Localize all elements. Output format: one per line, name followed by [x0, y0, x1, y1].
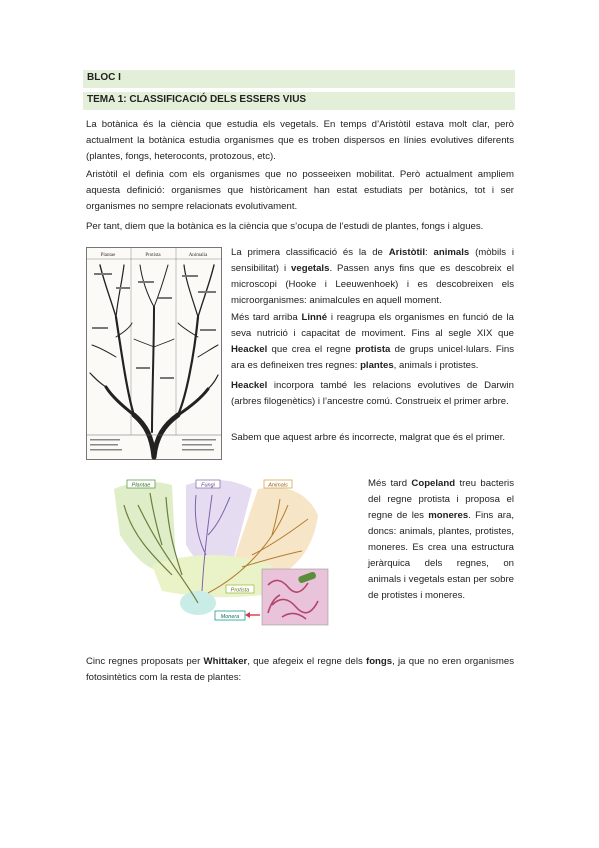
paragraph-linne: Més tard arriba Linné i reagrupa els organismes en funció de la seva nutrició i capacitat de moviment. Fins al segle XIX que Heackel que crea el regne protista de grups unicel·lulars. Fins ara es defineixen tres regnes: plantes, animals i protistes.: [231, 312, 514, 371]
topic-heading: [83, 92, 515, 110]
tree-column-plantae: Plantae: [100, 253, 116, 258]
monera-label: Monera: [220, 614, 240, 620]
kingdoms-figure: [112, 475, 330, 627]
paragraph-heackel: Heackel incorpora també les relacions evolutives de Darwin (arbres filogenètics) i l’ancestre comú. Construeix el primer arbre.: [231, 380, 514, 407]
paragraph-whittaker: Cinc regnes proposats per Whittaker, que afegeix el regne dels fongs, ja que no eren organismes fotosintètics com la resta de plantes:: [86, 656, 514, 683]
protista-label: Protista: [230, 587, 250, 594]
block-heading: [83, 70, 515, 88]
tree-column-protista: Protista: [145, 253, 161, 258]
paragraph-intro: La botànica és la ciència que estudia els vegetals. En temps d’Aristòtil estava molt clar, però actualment la botànica estudia organismes que es troben dispersos en línies evolutives diferents (plantes, fongs, heteroconts, protozous, etc).: [86, 119, 514, 162]
paragraph-copeland: Més tard Copeland treu bacteris del regne protista i proposa el regne de les moneres. Fins ara, doncs: animals, plantes, protistes, moneres. Es crea una estructura jeràrquica dels regnes, on animals i vegetals estan per sobre de protistes i moneres.: [368, 478, 515, 601]
bacteria-photo: [262, 569, 328, 625]
paragraph-tree-incorrect: Sabem que aquest arbre és incorrecte, malgrat que és el primer.: [231, 432, 506, 443]
topic-title: TEMA 1: CLASSIFICACIÓ DELS ESSERS VIUS: [87, 94, 307, 105]
tree-column-animalia: Animalia: [188, 253, 208, 258]
paragraph-botany-scope: Per tant, diem que la botànica es la ciència que s’ocupa de l’estudi de plantes, fongs i algues.: [86, 221, 484, 232]
haeckel-tree-figure: [86, 247, 222, 460]
plantae-label: Plantae: [131, 482, 151, 489]
animals-label: Animals: [268, 482, 288, 489]
paragraph-aristotle-definition: Aristòtil el definia com els organismes que no posseeixen mobilitat. Però actualment ampliem aquesta definició: organismes que històricament han estat estudiats per botànics, tot i ser organismes no sempre relacionats evolutivament.: [86, 169, 514, 212]
block-title: BLOC I: [87, 72, 121, 83]
fungi-label: Fungi: [201, 482, 215, 489]
paragraph-aristotle-classification: La primera classificació és la de Aristòtil: animals (mòbils i sensibilitat) i vegetals. Passen anys fins que es descobreix el microscopi (Hooke i Leeuwenhoek) i es descobreixen els microorganismes: animalcules en aquell moment.: [231, 247, 514, 306]
